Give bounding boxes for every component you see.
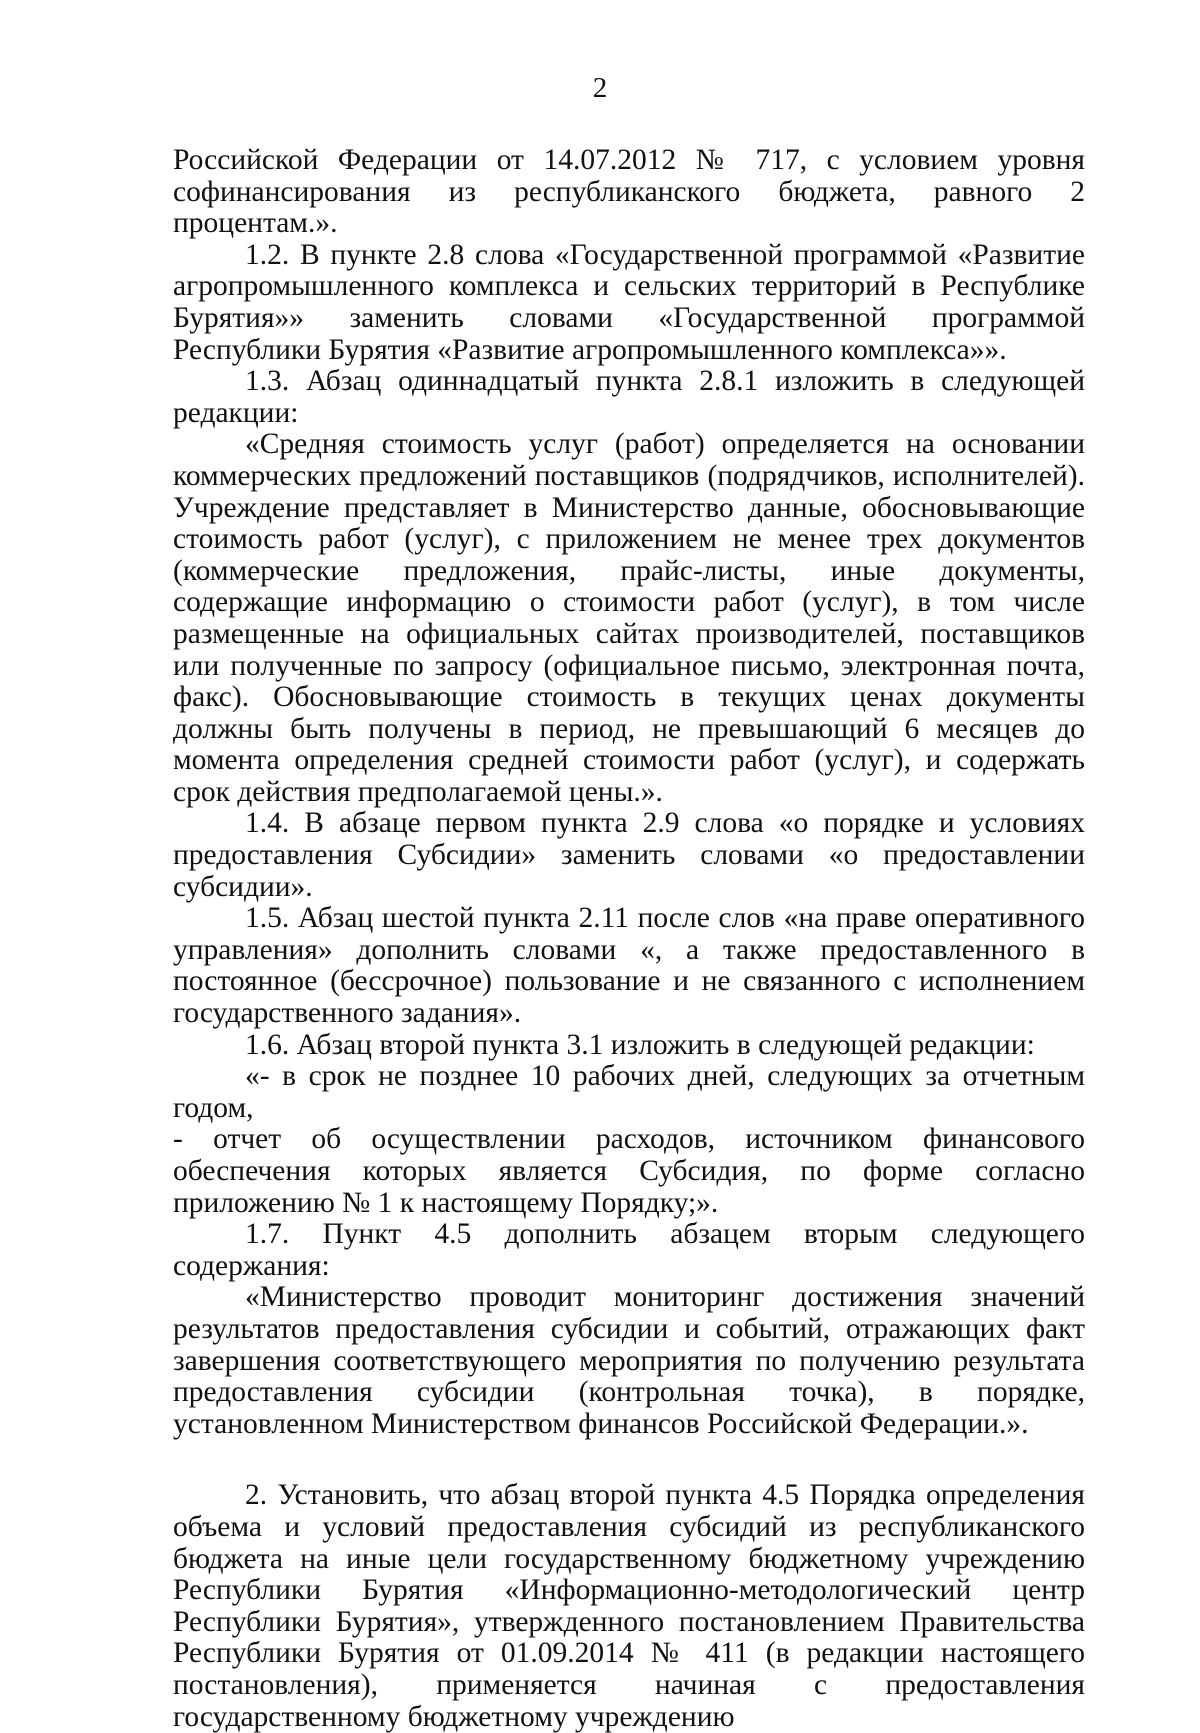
paragraph-report: - отчет об осуществлении расходов, источником финансового обеспечения которых является Субсидия, по форме согласно приложению № 1 к настоящему Порядку;».	[173, 1123, 1085, 1219]
paragraph-item-1-2: 1.2. В пункте 2.8 слова «Государственной программой «Развитие агропромышленного комплекса и сельских территорий в Республике Бурятия»» заменить словами «Государственной программой Республики Бурятия «Развитие агропромышленного комплекса»».	[173, 238, 1085, 366]
page-number: 2	[592, 72, 608, 104]
paragraph-quote-monitoring: «Министерство проводит мониторинг достижения значений результатов предоставления субсидии и событий, отражающих факт завершения соответствующего мероприятия по получению результата предоставления субсидии (контрольная точка), в порядке, установленном Министерством финансов Российской Федерации.».	[173, 1281, 1085, 1440]
paragraph-item-2: 2. Установить, что абзац второй пункта 4.5 Порядка определения объема и условий предоставления субсидий из республиканского бюджета на иные цели государственному бюджетному учреждению Республики Бурятия «Информационно-методологический центр Республики Бурятия», утвержденного постановлением Правительства Республики Бурятия от 01.09.2014 № 411 (в редакции настоящего постановления), применяется начиная с предоставления государственному бюджетному учреждению	[173, 1479, 1085, 1733]
paragraph-quote-average-cost: «Средняя стоимость услуг (работ) определяется на основании коммерческих предложений поставщиков (подрядчиков, исполнителей). Учреждение представляет в Министерство данные, обосновывающие стоимость работ (услуг), с приложением не менее трех документов (коммерческие предложения, прайс-листы, иные документы, содержащие информацию о стоимости работ (услуг), в том числе размещенные на официальных сайтах производителей, поставщиков или полученные по запросу (официальное письмо, электронная почта, факс). Обосновывающие стоимость в текущих ценах документы должны быть получены в период, не превышающий 6 месяцев до момента определения средней стоимости работ (услуг), и содержать срок действия предполагаемой цены.».	[173, 428, 1085, 808]
paragraph-quote-deadline: «- в срок не позднее 10 рабочих дней, следующих за отчетным годом,	[173, 1060, 1085, 1124]
paragraph-item-1-3: 1.3. Абзац одиннадцатый пункта 2.8.1 изложить в следующей редакции:	[173, 365, 1085, 429]
paragraph-item-1-7: 1.7. Пункт 4.5 дополнить абзацем вторым следующего содержания:	[173, 1218, 1085, 1282]
paragraph-continuation: Российской Федерации от 14.07.2012 № 717, с условием уровня софинансирования из республиканского бюджета, равного 2 процентам.».	[173, 144, 1085, 240]
document-body	[173, 145, 1085, 1733]
paragraph-item-1-4: 1.4. В абзаце первом пункта 2.9 слова «о порядке и условиях предоставления Субсидии» заменить словами «о предоставлении субсидии».	[173, 807, 1085, 903]
paragraph-item-1-5: 1.5. Абзац шестой пункта 2.11 после слов «на праве оперативного управления» дополнить словами «, а также предоставленного в постоянное (бессрочное) пользование и не связанного с исполнением государственного задания».	[173, 902, 1085, 1030]
paragraph-item-1-6: 1.6. Абзац второй пункта 3.1 изложить в следующей редакции:	[245, 1028, 1035, 1061]
